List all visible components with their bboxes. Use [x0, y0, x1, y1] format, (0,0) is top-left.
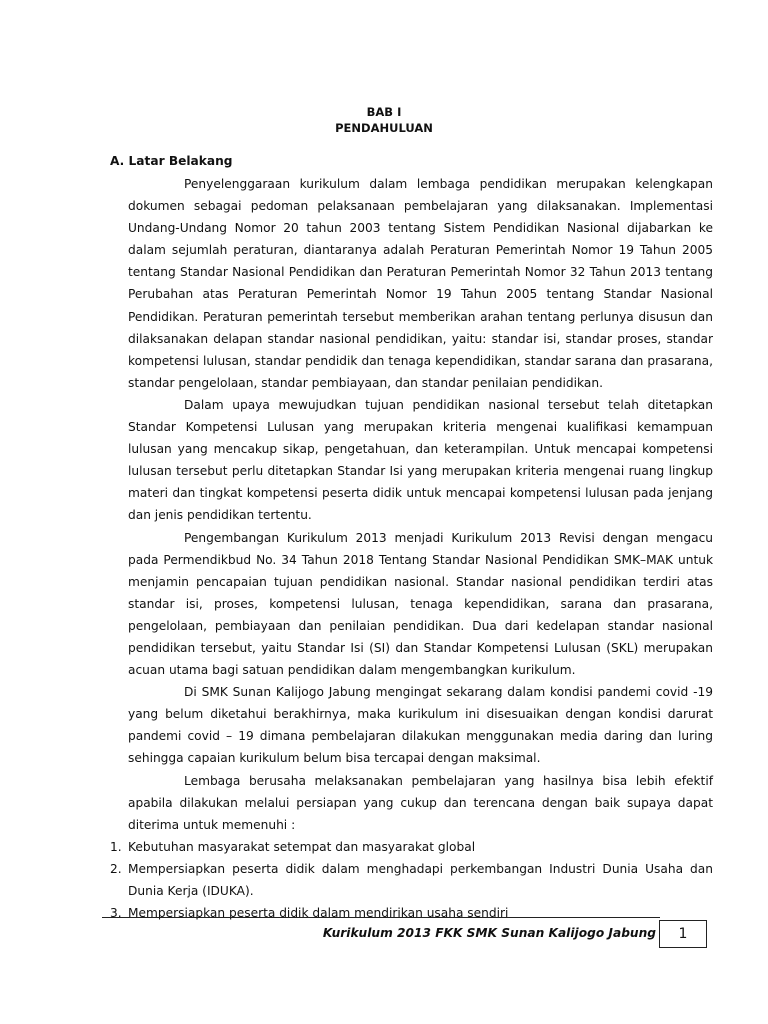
paragraph-3: Pengembangan Kurikulum 2013 menjadi Kurikulum 2013 Revisi dengan mengacu pada Permendikbud No. 34 Tahun 2018 Tentang Standar Nasional Pendidikan SMK–MAK untuk menjamin pencapaian tujuan pendidikan nasional. Standar nasional pendidikan terdiri atas standar isi, proses, kompetensi lulusan, tenaga kependidikan, sarana dan prasarana, pengelolaan, pembiayaan dan penilaian pendidikan. Dua dari kedelapan standar nasional pendidikan tersebut, yaitu Standar Isi (SI) dan Standar Kompetensi Lulusan (SKL) merupakan acuan utama bagi satuan pendidikan dalam mengembangkan kurikulum.	[128, 530, 713, 678]
chapter-number: BAB I	[366, 105, 402, 119]
list-item-number: 2.	[110, 861, 122, 876]
footer-text: Kurikulum 2013 FKK SMK Sunan Kalijogo Jabung	[322, 926, 656, 940]
list-item-text: Kebutuhan masyarakat setempat dan masyarakat global	[128, 839, 476, 854]
paragraph-5: Lembaga berusaha melaksanakan pembelajaran yang hasilnya bisa lebih efektif apabila dilakukan melalui persiapan yang cukup dan terencana dengan baik supaya dapat diterima untuk memenuhi :	[128, 773, 713, 832]
list-item-text: Mempersiapkan peserta didik dalam menghadapi perkembangan Industri Dunia Usaha dan Dunia Kerja (IDUKA).	[128, 861, 713, 898]
paragraph-1: Penyelenggaraan kurikulum dalam lembaga pendidikan merupakan kelengkapan dokumen sebagai pedoman pelaksanaan pembelajaran yang dilaksanakan. Implementasi Undang-Undang Nomor 20 tahun 2003 tentang Sistem Pendidikan Nasional dijabarkan ke dalam sejumlah peraturan, diantaranya adalah Peraturan Pemerintah Nomor 19 Tahun 2005 tentang Standar Nasional Pendidikan dan Peraturan Pemerintah Nomor 32 Tahun 2013 tentang Perubahan atas Peraturan Pemerintah Nomor 19 Tahun 2005 tentang Standar Nasional Pendidikan. Peraturan pemerintah tersebut memberikan arahan tentang perlunya disusun dan dilaksanakan delapan standar nasional pendidikan, yaitu: standar isi, standar proses, standar kompetensi lulusan, standar pendidik dan tenaga kependidikan, standar sarana dan prasarana, standar pengelolaan, standar pembiayaan, dan standar penilaian pendidikan.	[128, 177, 713, 390]
section-heading: A. Latar Belakang	[110, 154, 233, 168]
body-text	[110, 173, 713, 924]
goals-list	[110, 836, 713, 924]
list-item	[110, 902, 713, 924]
paragraph-4: Di SMK Sunan Kalijogo Jabung mengingat sekarang dalam kondisi pandemi covid -19 yang belum diketahui berakhirnya, maka kurikulum ini disesuaikan dengan kondisi darurat pandemi covid – 19 dimana pembelajaran dilakukan menggunakan media daring dan luring sehingga capaian kurikulum belum bisa tercapai dengan maksimal.	[128, 685, 713, 766]
list-item-number: 1.	[110, 839, 122, 854]
list-item	[110, 858, 713, 902]
page-number-box	[659, 920, 707, 948]
list-item-text: Mempersiapkan peserta didik dalam mendirikan usaha sendiri	[128, 906, 509, 921]
list-item	[110, 836, 713, 858]
page-number: 1	[678, 926, 688, 942]
footer-divider	[102, 917, 660, 918]
list-item-number: 3.	[110, 906, 122, 921]
chapter-title: PENDAHULUAN	[335, 121, 433, 135]
paragraph-2: Dalam upaya mewujudkan tujuan pendidikan nasional tersebut telah ditetapkan Standar Kompetensi Lulusan yang merupakan kriteria mengenai kualifikasi kemampuan lulusan yang mencakup sikap, pengetahuan, dan keterampilan. Untuk mencapai kompetensi lulusan tersebut perlu ditetapkan Standar Isi yang merupakan kriteria mengenai ruang lingkup materi dan tingkat kompetensi peserta didik untuk mencapai kompetensi lulusan pada jenjang dan jenis pendidikan tertentu.	[128, 397, 713, 523]
